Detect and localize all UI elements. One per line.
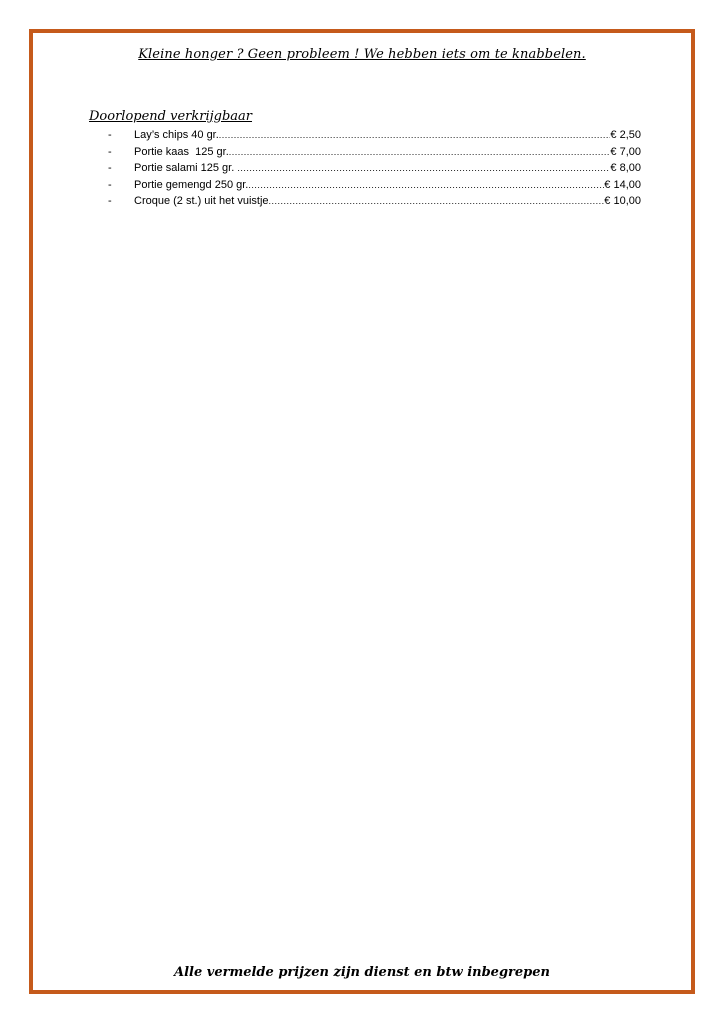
list-bullet: - bbox=[108, 178, 112, 191]
dot-leader bbox=[229, 144, 611, 161]
menu-item-name: Croque (2 st.) uit het vuistje bbox=[134, 195, 269, 207]
menu-item-price: € 10,00 bbox=[604, 195, 641, 207]
menu-item-kaas bbox=[108, 144, 641, 161]
dot-leader bbox=[237, 160, 610, 177]
dot-leader bbox=[219, 127, 611, 144]
dot-leader bbox=[269, 193, 605, 210]
list-bullet: - bbox=[108, 162, 112, 174]
page-title: Kleine honger ? Geen probleem ! We hebben iets om te knabbelen. bbox=[138, 47, 586, 62]
menu-item-price: € 14,00 bbox=[604, 178, 641, 191]
menu-item-croque bbox=[108, 193, 641, 210]
menu-item-price: € 7,00 bbox=[610, 145, 641, 158]
menu-item-name: Portie salami 125 gr. bbox=[134, 162, 238, 174]
list-bullet: - bbox=[108, 195, 112, 207]
menu-item-gemengd bbox=[108, 177, 641, 194]
page-border-frame bbox=[29, 29, 695, 994]
menu-item-chips bbox=[108, 127, 641, 144]
menu-item-name: Lay’s chips 40 gr. bbox=[134, 129, 219, 141]
list-bullet: - bbox=[108, 145, 112, 158]
menu-list bbox=[108, 127, 641, 210]
list-bullet: - bbox=[108, 129, 112, 141]
menu-item-name: Portie gemengd 250 gr. bbox=[134, 178, 249, 191]
dot-leader bbox=[248, 177, 604, 194]
menu-item-price: € 2,50 bbox=[610, 129, 641, 141]
menu-item-salami bbox=[108, 160, 641, 177]
section-heading: Doorlopend verkrijgbaar bbox=[89, 109, 253, 124]
footer-note: Alle vermelde prijzen zijn dienst en btw inbegrepen bbox=[174, 965, 550, 980]
menu-item-price: € 8,00 bbox=[610, 162, 641, 174]
menu-item-name: Portie kaas 125 gr. bbox=[134, 145, 229, 158]
